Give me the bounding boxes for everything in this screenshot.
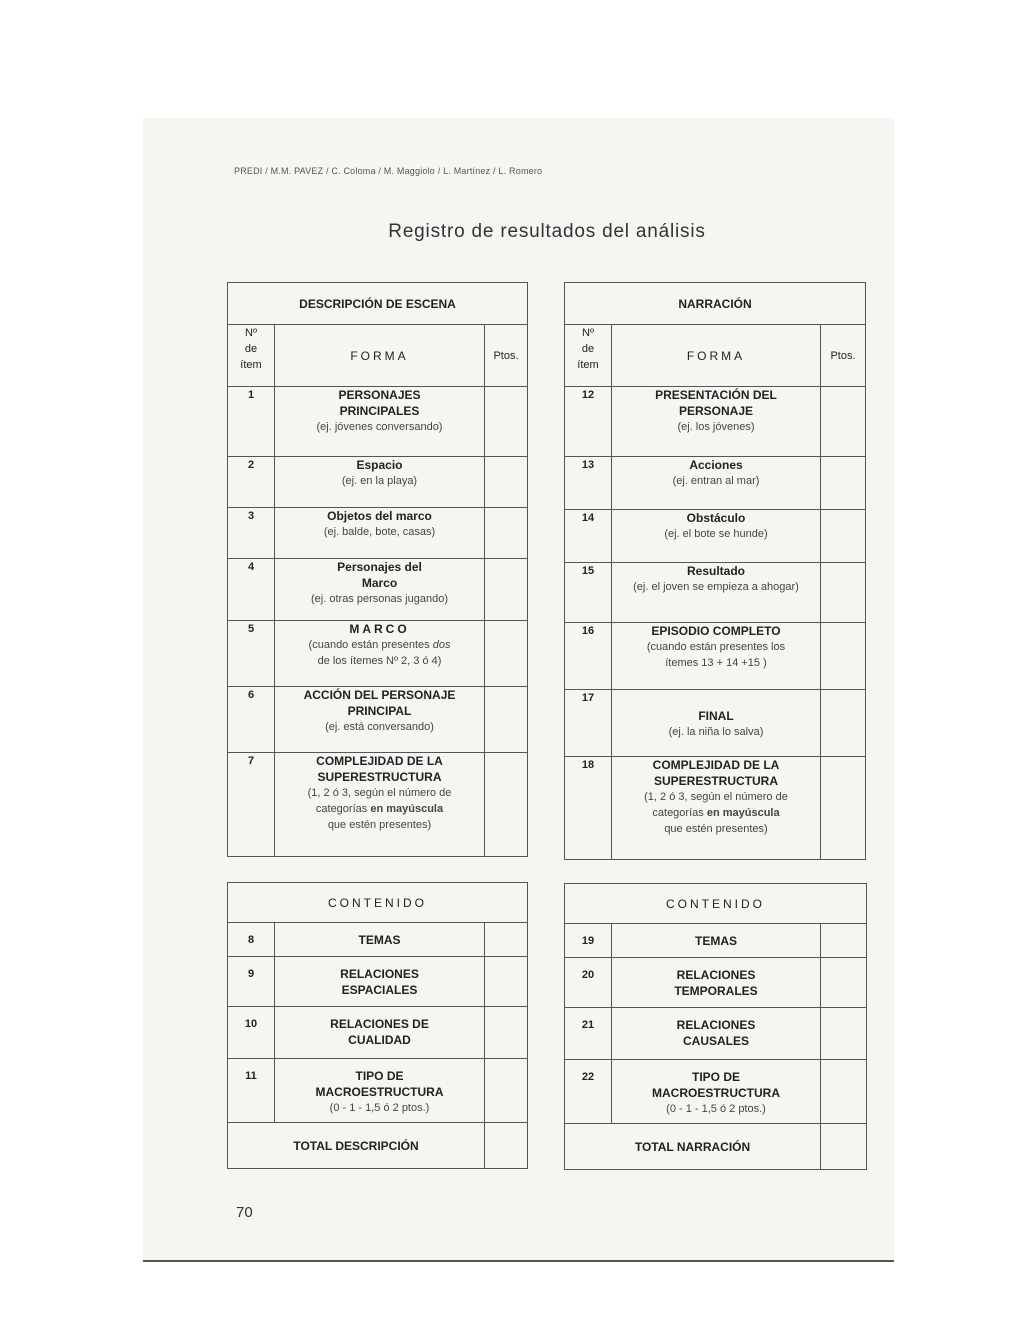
item-number: 11 (228, 1059, 275, 1123)
column-header-num: Nº de ítem (228, 325, 275, 387)
points-cell[interactable] (485, 687, 528, 753)
item-number: 15 (565, 563, 612, 623)
item-number: 10 (228, 1007, 275, 1059)
item-number: 14 (565, 510, 612, 563)
column-header-forma: FORMA (275, 325, 485, 387)
item-number: 22 (565, 1060, 612, 1124)
points-cell[interactable] (821, 690, 866, 757)
points-cell[interactable] (821, 1060, 867, 1124)
item-number: 17 (565, 690, 612, 757)
points-cell[interactable] (821, 958, 867, 1008)
item-number: 7 (228, 753, 275, 857)
total-points-cell[interactable] (821, 1124, 867, 1170)
total-label: TOTAL NARRACIÓN (565, 1124, 821, 1170)
table-row (228, 687, 528, 753)
points-cell[interactable] (485, 621, 528, 687)
total-label: TOTAL DESCRIPCIÓN (228, 1123, 485, 1169)
table-narracion-forma (564, 282, 866, 860)
table-caption: CONTENIDO (565, 884, 867, 924)
points-cell[interactable] (485, 559, 528, 621)
item-description: EPISODIO COMPLETO (cuando están presentes los ítemes 13 + 14 +15 ) (612, 623, 821, 690)
item-description: RELACIONES ESPACIALES (275, 957, 485, 1007)
item-number: 13 (565, 457, 612, 510)
item-number: 20 (565, 958, 612, 1008)
page-number: 70 (236, 1204, 253, 1221)
item-number: 6 (228, 687, 275, 753)
points-cell[interactable] (485, 753, 528, 857)
item-number: 1 (228, 387, 275, 457)
item-description: Resultado (ej. el joven se empieza a ahogar) (612, 563, 821, 623)
item-description: TEMAS (275, 923, 485, 957)
table-row (565, 623, 866, 690)
item-description: Obstáculo (ej. el bote se hunde) (612, 510, 821, 563)
points-cell[interactable] (821, 924, 867, 958)
table-row (565, 563, 866, 623)
item-description: MARCO (cuando están presentes dos de los ítemes Nº 2, 3 ó 4) (275, 621, 485, 687)
item-number: 21 (565, 1008, 612, 1060)
table-caption: DESCRIPCIÓN DE ESCENA (228, 283, 528, 325)
total-points-cell[interactable] (485, 1123, 528, 1169)
item-description: PERSONAJES PRINCIPALES (ej. jóvenes conversando) (275, 387, 485, 457)
table-row (565, 510, 866, 563)
running-header: PREDI / M.M. PAVEZ / C. Coloma / M. Maggiolo / L. Martínez / L. Romero (234, 166, 543, 176)
points-cell[interactable] (821, 387, 866, 457)
table-row (565, 958, 867, 1008)
table-row (228, 1059, 528, 1123)
points-cell[interactable] (485, 508, 528, 559)
points-cell[interactable] (821, 1008, 867, 1060)
table-caption: CONTENIDO (228, 883, 528, 923)
item-description: FINAL (ej. la niña lo salva) (612, 690, 821, 757)
page-title: Registro de resultados del análisis (388, 221, 706, 242)
item-number: 12 (565, 387, 612, 457)
item-description: TIPO DE MACROESTRUCTURA (0 - 1 - 1,5 ó 2 ptos.) (612, 1060, 821, 1124)
item-number: 16 (565, 623, 612, 690)
table-row (228, 753, 528, 857)
item-number: 9 (228, 957, 275, 1007)
column-header-pts: Ptos. (821, 325, 866, 387)
item-description: PRESENTACIÓN DEL PERSONAJE (ej. los jóvenes) (612, 387, 821, 457)
points-cell[interactable] (485, 1059, 528, 1123)
points-cell[interactable] (485, 923, 528, 957)
item-description: Espacio (ej. en la playa) (275, 457, 485, 508)
table-row (228, 457, 528, 508)
item-description: TIPO DE MACROESTRUCTURA (0 - 1 - 1,5 ó 2 ptos.) (275, 1059, 485, 1123)
points-cell[interactable] (821, 757, 866, 860)
table-row (565, 1008, 867, 1060)
item-number: 3 (228, 508, 275, 559)
table-caption: NARRACIÓN (565, 283, 866, 325)
table-row (228, 1007, 528, 1059)
item-description: RELACIONES DE CUALIDAD (275, 1007, 485, 1059)
points-cell[interactable] (821, 563, 866, 623)
item-description: Personajes del Marco (ej. otras personas jugando) (275, 559, 485, 621)
column-header-num: Nº de ítem (565, 325, 612, 387)
table-row (565, 1060, 867, 1124)
item-description: COMPLEJIDAD DE LA SUPERESTRUCTURA (1, 2 ó 3, según el número de categorías en mayúscula que estén presentes) (612, 757, 821, 860)
points-cell[interactable] (485, 387, 528, 457)
item-description: RELACIONES CAUSALES (612, 1008, 821, 1060)
item-description: COMPLEJIDAD DE LA SUPERESTRUCTURA (1, 2 ó 3, según el número de categorías en mayúscula que estén presentes) (275, 753, 485, 857)
table-row (565, 387, 866, 457)
item-description: RELACIONES TEMPORALES (612, 958, 821, 1008)
bottom-rule (143, 1260, 894, 1262)
points-cell[interactable] (485, 457, 528, 508)
table-descripcion-forma (227, 282, 528, 857)
table-row (228, 387, 528, 457)
points-cell[interactable] (821, 623, 866, 690)
item-number: 2 (228, 457, 275, 508)
item-description: TEMAS (612, 924, 821, 958)
table-narracion-contenido (564, 883, 867, 1170)
points-cell[interactable] (821, 510, 866, 563)
item-number: 18 (565, 757, 612, 860)
table-row (565, 690, 866, 757)
table-row (565, 457, 866, 510)
column-header-pts: Ptos. (485, 325, 528, 387)
item-number: 5 (228, 621, 275, 687)
points-cell[interactable] (821, 457, 866, 510)
item-number: 8 (228, 923, 275, 957)
table-row (228, 923, 528, 957)
points-cell[interactable] (485, 957, 528, 1007)
points-cell[interactable] (485, 1007, 528, 1059)
item-number: 4 (228, 559, 275, 621)
item-description: Acciones (ej. entran al mar) (612, 457, 821, 510)
item-description: Objetos del marco (ej. balde, bote, casas) (275, 508, 485, 559)
item-description: ACCIÓN DEL PERSONAJE PRINCIPAL (ej. está conversando) (275, 687, 485, 753)
column-header-forma: FORMA (612, 325, 821, 387)
table-row (228, 508, 528, 559)
table-row (228, 621, 528, 687)
table-row (565, 924, 867, 958)
table-row (228, 957, 528, 1007)
table-row (565, 757, 866, 860)
item-number: 19 (565, 924, 612, 958)
table-descripcion-contenido (227, 882, 528, 1169)
table-row (228, 559, 528, 621)
